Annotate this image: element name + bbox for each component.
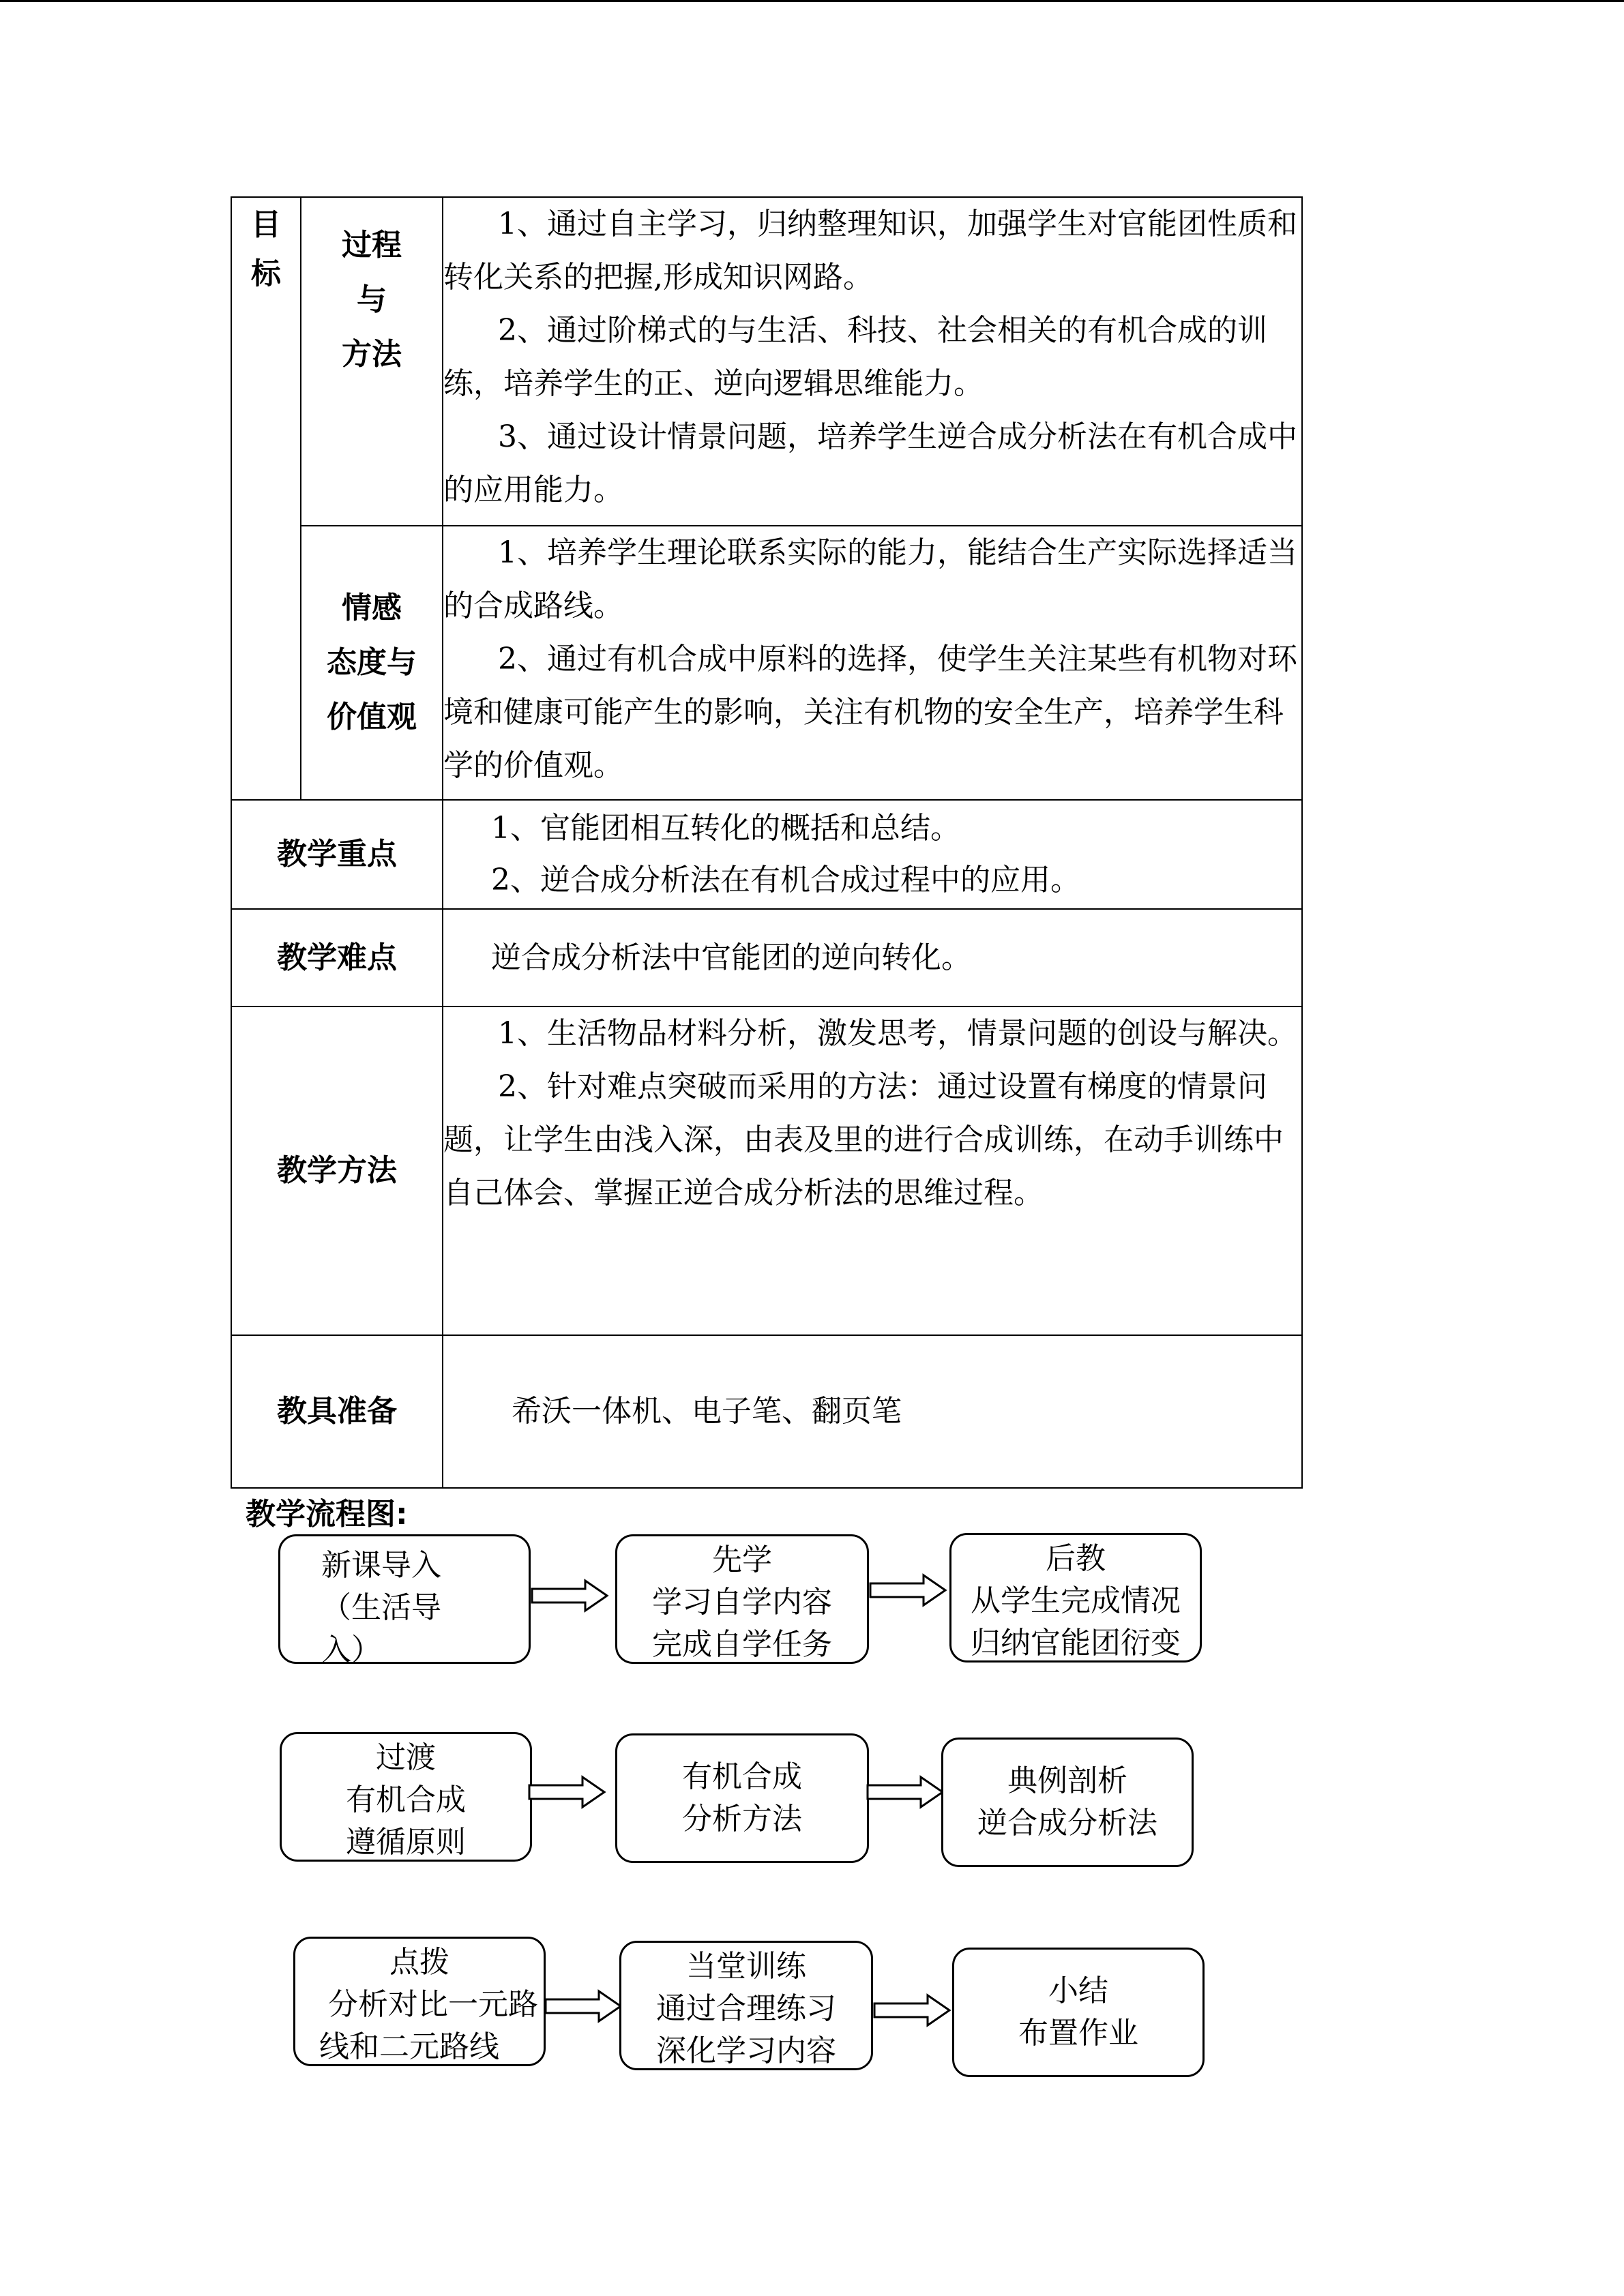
flow-box-intro-text: 新课导入（生活导入） — [321, 1548, 441, 1667]
process-label — [301, 197, 443, 526]
flow-box-prelearn-line-1: 先学 — [712, 1542, 772, 1577]
flow-box-transition-line-2: 有机合成 — [346, 1783, 466, 1817]
process-label-line-1: 过程 — [342, 228, 402, 263]
process-row — [231, 197, 1302, 526]
flow-box-summary-line-2: 布置作业 — [1018, 2016, 1138, 2051]
process-item-2: 2、通过阶梯式的与生活、科技、社会相关的有机合成的训练，培养学生的正、逆向逻辑思维能力。 — [443, 313, 1267, 401]
emotion-content — [443, 526, 1302, 800]
methods-row — [231, 1007, 1302, 1335]
flow-box-prelearn — [615, 1534, 869, 1664]
flow-arrow-1 — [531, 1575, 612, 1616]
flow-box-summary-line-1: 小结 — [1048, 1973, 1108, 2008]
flow-box-guidance-line-3: 线和二元路线 — [319, 2029, 499, 2064]
flow-box-prelearn-line-2: 学习自学内容 — [652, 1585, 832, 1620]
key-point-2: 2、逆合成分析法在有机合成过程中的应用。 — [491, 863, 1080, 897]
flow-box-guidance — [293, 1937, 546, 2066]
key-point-1: 1、官能团相互转化的概括和总结。 — [491, 811, 960, 846]
emotion-item-1: 1、培养学生理论联系实际的能力，能结合生产实际选择适当的合成路线。 — [443, 535, 1297, 623]
flow-title: 教学流程图: — [246, 1497, 408, 1532]
emotion-label — [301, 526, 443, 800]
difficulty-label: 教学难点 — [231, 909, 443, 1007]
difficulty-content — [443, 909, 1302, 1007]
flow-box-practice-line-1: 当堂训练 — [686, 1949, 806, 1984]
top-border-line — [0, 0, 1624, 2]
flow-arrow-6 — [873, 1990, 955, 2031]
flow-box-example-line-2: 逆合成分析法 — [977, 1806, 1157, 1840]
tools-row — [231, 1335, 1302, 1488]
methods-label: 教学方法 — [231, 1007, 443, 1335]
flow-arrow-5 — [544, 1986, 626, 2027]
flow-box-transition-line-3: 遵循原则 — [346, 1825, 466, 1860]
flow-box-analysis-method — [615, 1733, 869, 1863]
goal-label — [231, 197, 301, 800]
flow-box-practice — [619, 1941, 873, 2070]
key-points-content — [443, 800, 1302, 909]
flow-arrow-3 — [528, 1772, 610, 1813]
methods-content — [443, 1007, 1302, 1335]
flow-box-example — [941, 1738, 1194, 1867]
flow-box-example-line-1: 典例剖析 — [1007, 1763, 1127, 1798]
goal-label-char-1: 目 — [251, 207, 281, 242]
flow-box-intro — [278, 1534, 531, 1667]
difficulty-row — [231, 909, 1302, 1007]
method-item-1: 1、生活物品材料分析，激发思考，情景问题的创设与解决。 — [498, 1016, 1297, 1051]
flow-box-teach — [949, 1533, 1202, 1663]
tools-content — [443, 1335, 1302, 1488]
emotion-label-line-2: 态度与 — [327, 645, 417, 680]
process-item-3: 3、通过设计情景问题，培养学生逆合成分析法在有机合成中的应用能力。 — [443, 419, 1297, 507]
flow-box-analysis-method-line-1: 有机合成 — [682, 1759, 802, 1794]
key-points-row — [231, 800, 1302, 909]
method-item-2: 2、针对难点突破而采用的方法：通过设置有梯度的情景问题，让学生由浅入深，由表及里的进行合成训练，在动手训练中自己体会、掌握正逆合成分析法的思维过程。 — [443, 1069, 1284, 1210]
emotion-label-line-1: 情感 — [342, 591, 402, 625]
process-label-line-2: 与 — [357, 282, 387, 317]
key-points-label: 教学重点 — [231, 800, 443, 909]
flow-box-summary — [952, 1948, 1205, 2077]
goal-label-char-2: 标 — [251, 256, 281, 291]
flow-box-analysis-method-line-2: 分析方法 — [682, 1802, 802, 1836]
lesson-plan-table — [231, 196, 1303, 1489]
flow-box-teach-line-3: 归纳官能团衍变 — [971, 1626, 1181, 1660]
emotion-label-line-3: 价值观 — [327, 700, 417, 734]
tools-text: 希沃一体机、电子笔、翻页笔 — [512, 1394, 902, 1429]
tools-label: 教具准备 — [231, 1335, 443, 1488]
flow-box-teach-line-2: 从学生完成情况 — [971, 1583, 1181, 1618]
flow-arrow-4 — [866, 1772, 948, 1813]
flow-box-guidance-line-2: 分析对比一元路 — [328, 1987, 538, 2022]
difficulty-text: 逆合成分析法中官能团的逆向转化。 — [491, 940, 971, 975]
flow-box-transition — [280, 1732, 532, 1862]
flow-arrow-2 — [869, 1570, 951, 1611]
process-item-1: 1、通过自主学习，归纳整理知识，加强学生对官能团性质和转化关系的把握,形成知识网路。 — [443, 207, 1297, 295]
flow-box-teach-line-1: 后教 — [1046, 1541, 1106, 1576]
flow-box-practice-line-3: 深化学习内容 — [656, 2033, 836, 2068]
process-content — [443, 197, 1302, 526]
flow-box-guidance-line-1: 点拨 — [389, 1945, 449, 1980]
flow-box-practice-line-2: 通过合理练习 — [656, 1991, 836, 2026]
flow-box-transition-line-1: 过渡 — [376, 1740, 436, 1775]
emotion-item-2: 2、通过有机合成中原料的选择，使学生关注某些有机物对环境和健康可能产生的影响，关注有机物的安全生产，培养学生科学的价值观。 — [443, 642, 1297, 783]
process-label-line-3: 方法 — [342, 337, 402, 372]
emotion-row — [231, 526, 1302, 800]
flow-box-prelearn-line-3: 完成自学任务 — [652, 1627, 832, 1662]
